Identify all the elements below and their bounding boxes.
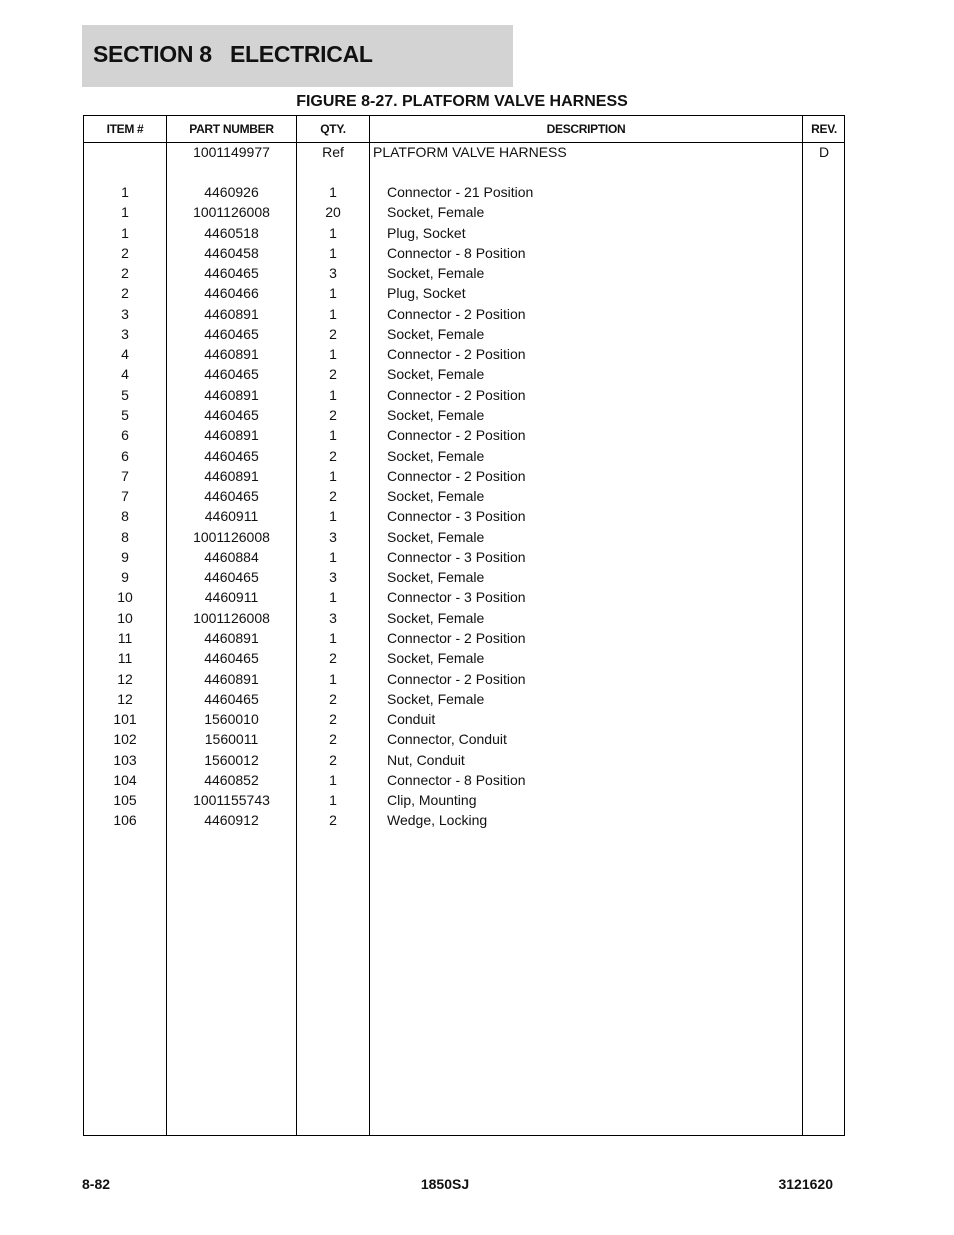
table-row (84, 425, 844, 445)
table-row (84, 506, 844, 526)
quantity: 3 (329, 609, 337, 626)
table-row (84, 709, 844, 729)
item-number: 1 (121, 184, 129, 200)
quantity: 2 (329, 650, 337, 667)
description: Connector - 2 Position (387, 467, 526, 484)
part-number: 4460465 (204, 488, 259, 505)
item-number: 7 (121, 467, 129, 484)
item-number: 2 (121, 265, 129, 282)
part-number: 4460518 (204, 224, 259, 241)
section-title: SECTION 8 ELECTRICAL (93, 41, 373, 67)
model-number: 1850SJ (420, 1176, 470, 1192)
quantity: 20 (325, 204, 341, 221)
part-number: 4460926 (204, 184, 259, 200)
description: Socket, Female (387, 407, 485, 423)
table-row (84, 324, 844, 344)
section-banner (82, 25, 513, 87)
part-number: 4460891 (204, 629, 259, 646)
item-number: 105 (113, 792, 137, 809)
quantity: 1 (329, 508, 337, 525)
part-number: 4460465 (204, 447, 259, 464)
description: Connector - 2 Position (387, 629, 526, 646)
header-description: DESCRIPTION (546, 122, 626, 136)
header-qty: QTY. (320, 122, 346, 136)
parts-table (83, 115, 845, 1136)
table-row (84, 527, 844, 547)
description: Socket, Female (387, 690, 485, 707)
part-number: 4460465 (204, 569, 259, 586)
part-number: 1560012 (204, 751, 259, 768)
header-rev: REV. (811, 122, 837, 136)
table-row (84, 608, 844, 628)
description: Clip, Mounting (387, 792, 477, 809)
description: Connector - 3 Position (387, 508, 526, 525)
quantity: 1 (329, 629, 337, 646)
item-number: 5 (121, 386, 129, 403)
item-number: 104 (113, 771, 137, 788)
description: PLATFORM VALVE HARNESS (373, 144, 567, 160)
description: Conduit (387, 711, 436, 727)
description: Connector - 3 Position (387, 548, 526, 565)
item-number: 103 (113, 751, 137, 768)
quantity: 2 (329, 325, 337, 342)
item-number: 10 (117, 589, 133, 606)
part-number: 4460465 (204, 325, 259, 342)
quantity: 1 (329, 346, 337, 363)
quantity: 2 (329, 711, 337, 727)
description: Wedge, Locking (387, 812, 488, 829)
quantity: 1 (329, 589, 337, 606)
quantity: 2 (329, 690, 337, 707)
quantity: 1 (329, 244, 337, 261)
table-row (84, 364, 844, 384)
part-number: 4460911 (204, 508, 259, 525)
quantity: Ref (322, 144, 344, 160)
item-number: 5 (121, 407, 129, 423)
header-part-number: PART NUMBER (189, 122, 274, 136)
item-number: 4 (121, 346, 129, 363)
part-number: 4460465 (204, 407, 259, 423)
item-number: 12 (117, 690, 133, 707)
quantity: 2 (329, 488, 337, 505)
table-row (84, 223, 844, 243)
table-row (84, 750, 844, 770)
description: Connector - 2 Position (387, 427, 526, 444)
document-number: 3121620 (778, 1176, 833, 1192)
table-row (84, 202, 844, 222)
description: Socket, Female (387, 569, 485, 586)
description: Socket, Female (387, 366, 485, 383)
item-number: 102 (113, 731, 137, 748)
quantity: 1 (329, 792, 337, 809)
table-row (84, 385, 844, 405)
assembly-row (84, 142, 844, 162)
item-number: 1 (121, 224, 129, 241)
table-row (84, 344, 844, 364)
description: Connector - 2 Position (387, 386, 526, 403)
part-number: 1001126008 (193, 204, 270, 221)
table-row (84, 466, 844, 486)
quantity: 1 (329, 224, 337, 241)
item-number: 6 (121, 427, 129, 444)
table-row (84, 669, 844, 689)
item-number: 4 (121, 366, 129, 383)
table-row (84, 587, 844, 607)
table-row (84, 547, 844, 567)
table-row (84, 182, 844, 202)
part-number: 4460891 (204, 305, 259, 322)
description: Socket, Female (387, 265, 485, 282)
description: Connector - 2 Position (387, 305, 526, 322)
description: Plug, Socket (387, 224, 466, 241)
part-number: 4460891 (204, 427, 259, 444)
item-number: 11 (117, 650, 133, 667)
part-number: 1560010 (204, 711, 259, 727)
quantity: 3 (329, 569, 337, 586)
item-number: 9 (121, 569, 129, 586)
table-row (84, 810, 844, 830)
part-number: 1001126008 (193, 528, 270, 545)
quantity: 1 (329, 184, 337, 200)
item-number: 8 (121, 528, 129, 545)
quantity: 2 (329, 366, 337, 383)
item-number: 3 (121, 325, 129, 342)
item-number: 106 (113, 812, 137, 829)
quantity: 2 (329, 731, 337, 748)
description: Plug, Socket (387, 285, 466, 302)
item-number: 2 (121, 244, 129, 261)
description: Connector - 8 Position (387, 771, 526, 788)
item-number: 11 (117, 629, 133, 646)
part-number: 1001155743 (193, 792, 270, 809)
part-number: 4460465 (204, 265, 259, 282)
description: Socket, Female (387, 488, 485, 505)
part-number: 4460911 (204, 589, 259, 606)
item-number: 101 (113, 711, 137, 727)
header-item: ITEM # (106, 122, 144, 136)
table-row (84, 283, 844, 303)
quantity: 1 (329, 305, 337, 322)
revision: D (818, 144, 830, 160)
item-number: 7 (121, 488, 129, 505)
table-row (84, 486, 844, 506)
description: Socket, Female (387, 609, 485, 626)
description: Connector, Conduit (387, 731, 507, 748)
quantity: 3 (329, 528, 337, 545)
description: Socket, Female (387, 528, 485, 545)
part-number: 4460465 (204, 690, 259, 707)
item-number: 3 (121, 305, 129, 322)
quantity: 1 (329, 467, 337, 484)
part-number: 4460465 (204, 366, 259, 383)
table-row (84, 729, 844, 749)
item-number: 1 (121, 204, 129, 221)
quantity: 1 (329, 670, 337, 687)
description: Connector - 2 Position (387, 346, 526, 363)
description: Connector - 2 Position (387, 670, 526, 687)
description: Connector - 8 Position (387, 244, 526, 261)
part-number: 1560011 (204, 731, 259, 748)
item-number: 10 (117, 609, 133, 626)
quantity: 1 (329, 285, 337, 302)
figure-title: FIGURE 8-27. PLATFORM VALVE HARNESS (296, 93, 628, 110)
table-row (84, 446, 844, 466)
item-number: 12 (117, 670, 133, 687)
table-row (84, 567, 844, 587)
table-row (84, 263, 844, 283)
item-number: 8 (121, 508, 129, 525)
part-number: 4460465 (204, 650, 259, 667)
table-row (84, 243, 844, 263)
item-number: 9 (121, 548, 129, 565)
part-number: 4460891 (204, 467, 259, 484)
quantity: 1 (329, 548, 337, 565)
quantity: 1 (329, 771, 337, 788)
description: Socket, Female (387, 204, 485, 221)
part-number: 4460891 (204, 670, 259, 687)
description: Nut, Conduit (387, 751, 465, 768)
part-number: 1001126008 (193, 609, 270, 626)
quantity: 2 (329, 751, 337, 768)
quantity: 2 (329, 812, 337, 829)
quantity: 1 (329, 386, 337, 403)
part-number: 4460458 (204, 244, 259, 261)
table-row (84, 405, 844, 425)
part-number: 4460852 (204, 771, 259, 788)
part-number: 1001149977 (193, 144, 270, 160)
table-row (84, 790, 844, 810)
quantity: 2 (329, 407, 337, 423)
page-number: 8-82 (82, 1176, 111, 1192)
part-number: 4460912 (204, 812, 259, 829)
part-number: 4460891 (204, 346, 259, 363)
item-number: 2 (121, 285, 129, 302)
table-row (84, 304, 844, 324)
quantity: 3 (329, 265, 337, 282)
part-number: 4460884 (204, 548, 259, 565)
description: Socket, Female (387, 650, 485, 667)
part-number: 4460466 (204, 285, 259, 302)
description: Socket, Female (387, 325, 485, 342)
table-row (84, 770, 844, 790)
table-row (84, 689, 844, 709)
part-number: 4460891 (204, 386, 259, 403)
quantity: 1 (329, 427, 337, 444)
description: Socket, Female (387, 447, 485, 464)
table-row (84, 628, 844, 648)
quantity: 2 (329, 447, 337, 464)
item-number: 6 (121, 447, 129, 464)
description: Connector - 21 Position (387, 184, 534, 200)
description: Connector - 3 Position (387, 589, 526, 606)
table-row (84, 648, 844, 668)
